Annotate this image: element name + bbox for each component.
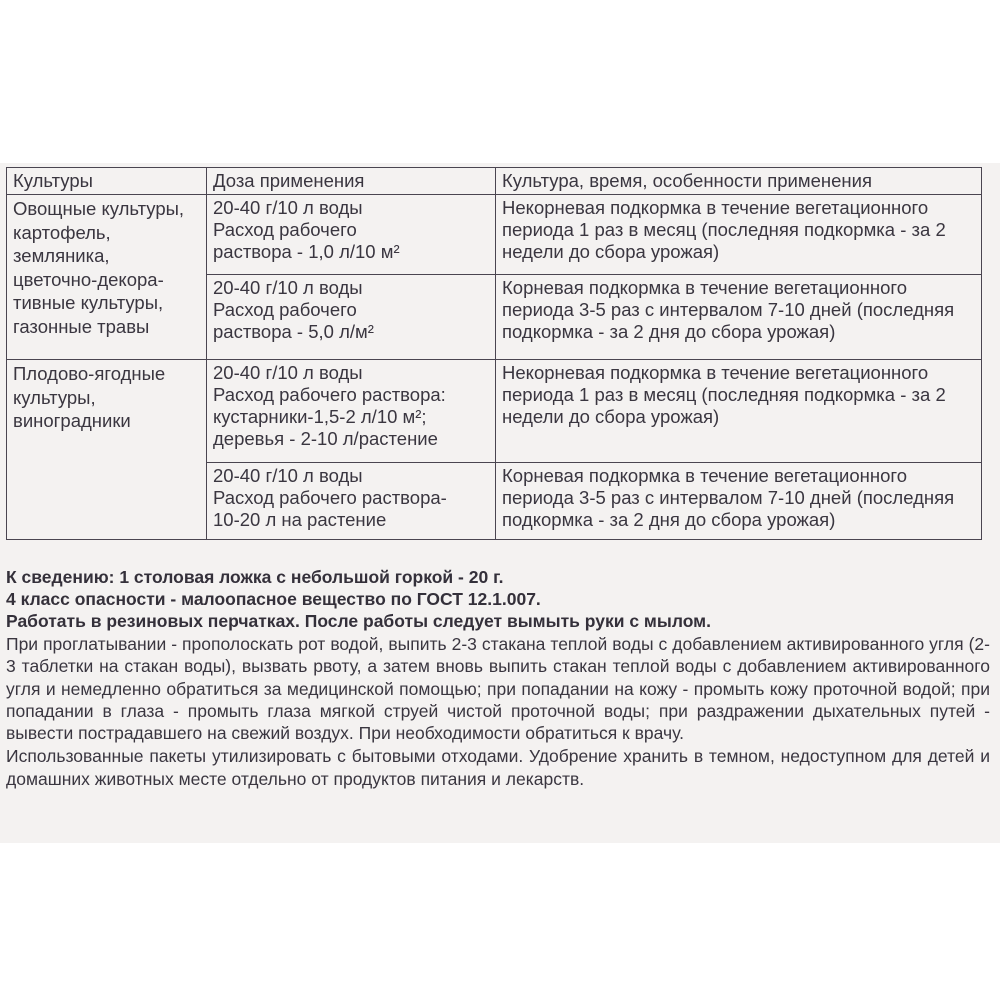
crop-line: тивные культуры,	[13, 292, 164, 313]
usage-cell: Корневая подкормка в течение вегетационного периода 3-5 раз с интервалом 7-10 дней (последняя подкормка - за 2 дня до сбора урожая)	[496, 463, 982, 540]
dose-line: Расход рабочего	[213, 219, 357, 240]
dose-line: 20-40 г/10 л воды	[213, 277, 363, 298]
notes-section	[6, 566, 990, 790]
usage-cell: Некорневая подкормка в течение вегетационного периода 1 раз в месяц (последняя подкормка - за 2 недели до сбора урожая)	[496, 195, 982, 275]
dose-cell	[207, 195, 496, 275]
dose-cell	[207, 463, 496, 540]
gloves-note: Работать в резиновых перчатках. После работы следует вымыть руки с мылом.	[6, 611, 711, 631]
dose-line: 20-40 г/10 л воды	[213, 362, 363, 383]
table-header-row	[7, 168, 982, 195]
crop-line: Овощные культуры,	[13, 198, 185, 219]
dose-line: Расход рабочего раствора-	[213, 487, 447, 508]
storage-text: Использованные пакеты утилизировать с бытовыми отходами. Удобрение хранить в темном, недоступном для детей и домашних животных месте отдельно от продуктов питания и лекарств.	[6, 746, 990, 789]
dose-line: кустарники-1,5-2 л/10 м²;	[213, 406, 427, 427]
hazard-note: 4 класс опасности - малоопасное вещество по ГОСТ 12.1.007.	[6, 589, 541, 609]
crop-line: цветочно-декора-	[13, 268, 164, 290]
usage-cell: Корневая подкормка в течение вегетационного периода 3-5 раз с интервалом 7-10 дней (последняя подкормка - за 2 дня до сбора урожая)	[496, 275, 982, 360]
info-note: К сведению: 1 столовая ложка с небольшой горкой - 20 г.	[6, 567, 504, 587]
crop-line: культуры,	[13, 386, 96, 408]
table-row	[7, 195, 982, 275]
crop-line: виноградники	[13, 410, 131, 431]
dose-line: 10-20 л на растение	[213, 509, 387, 530]
crop-line: земляника,	[13, 245, 110, 266]
dose-line: деревья - 2-10 л/растение	[213, 428, 438, 449]
usage-cell: Некорневая подкормка в течение вегетационного периода 1 раз в месяц (последняя подкормка - за 2 недели до сбора урожая)	[496, 360, 982, 463]
crop-cell-vegetables	[7, 195, 207, 360]
crop-line: газонные травы	[13, 315, 150, 337]
dose-line: раствора - 5,0 л/м²	[213, 321, 374, 342]
dose-line: 20-40 г/10 л воды	[213, 465, 363, 486]
dose-cell	[207, 275, 496, 360]
crop-cell-fruit	[7, 360, 207, 540]
header-usage: Культура, время, особенности применения	[496, 168, 982, 195]
table-row	[7, 360, 982, 463]
crop-line: картофель,	[13, 221, 111, 243]
first-aid-text: При проглатывании - прополоскать рот водой, выпить 2-3 стакана теплой воды с добавлением активированного угля (2-3 таблетки на стакан воды), вызвать рвоту, а затем вновь выпить стакан теплой воды с добавлением активированного угля и немедленно обратиться за медицинской помощью; при попадании на кожу - промыть кожу проточной водой; при попадании в глаза - промыть глаза мягкой струей чистой проточной воды; при раздражении дыхательных путей - вывести пострадавшего на свежий воздух. При необходимости обратиться к врачу.	[6, 634, 990, 744]
application-table	[6, 167, 982, 540]
dose-line: раствора - 1,0 л/10 м²	[213, 241, 400, 262]
header-dose: Доза применения	[207, 168, 496, 195]
dose-line: 20-40 г/10 л воды	[213, 197, 363, 218]
header-crops: Культуры	[7, 168, 207, 195]
dose-line: Расход рабочего раствора:	[213, 384, 446, 405]
crop-line: Плодово-ягодные	[13, 363, 166, 384]
dose-cell	[207, 360, 496, 463]
dose-line: Расход рабочего	[213, 299, 357, 320]
